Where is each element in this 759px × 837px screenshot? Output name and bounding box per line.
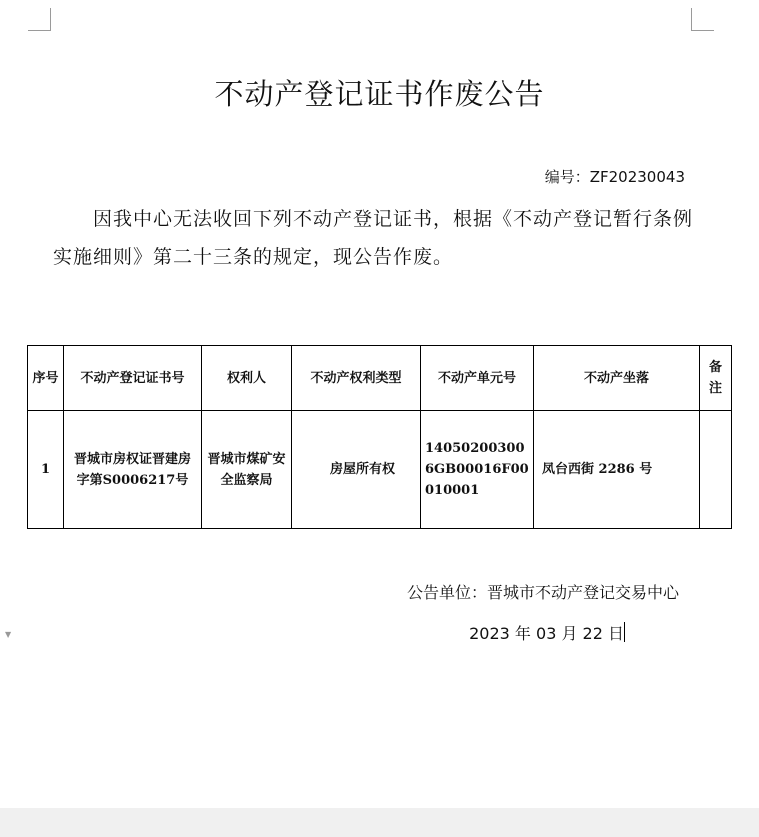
table-row — [28, 411, 732, 529]
issuing-unit: 公告单位：晋城市不动产登记交易中心 — [406, 583, 679, 602]
cell-remark — [700, 411, 732, 529]
header-cert-no: 不动产登记证书号 — [64, 346, 202, 411]
document-number: 编号：ZF20230043 — [544, 168, 685, 186]
header-location: 不动产坐落 — [534, 346, 700, 411]
header-holder: 权利人 — [202, 346, 292, 411]
cell-location: 凤台西街 2286 号 — [534, 411, 700, 529]
cell-seq: 1 — [28, 411, 64, 529]
cell-cert-no: 晋城市房权证晋建房字第S0006217号 — [64, 411, 202, 529]
header-right-type: 不动产权利类型 — [292, 346, 421, 411]
header-unit-no: 不动产单元号 — [421, 346, 534, 411]
table-header-row — [28, 346, 732, 411]
text-cursor — [624, 622, 625, 642]
header-remark: 备注 — [700, 346, 732, 411]
issue-date: 2023 年 03 月 22 日 — [469, 624, 624, 643]
crop-mark-top-left — [28, 8, 51, 31]
document-title: 不动产登记证书作废公告 — [214, 77, 545, 111]
margin-arrow-icon: ▼ — [5, 630, 12, 639]
cell-right-type: 房屋所有权 — [292, 411, 421, 529]
header-seq: 序号 — [28, 346, 64, 411]
certificate-table — [27, 345, 732, 529]
crop-mark-top-right — [691, 8, 714, 31]
bottom-status-band — [0, 808, 759, 837]
cell-holder: 晋城市煤矿安全监察局 — [202, 411, 292, 529]
announcement-body: 因我中心无法收回下列不动产登记证书，根据《不动产登记暂行条例实施细则》第二十三条的规定，现公告作废。 — [53, 208, 694, 268]
cell-unit-no: 140502003006GB00016F00010001 — [421, 411, 534, 529]
